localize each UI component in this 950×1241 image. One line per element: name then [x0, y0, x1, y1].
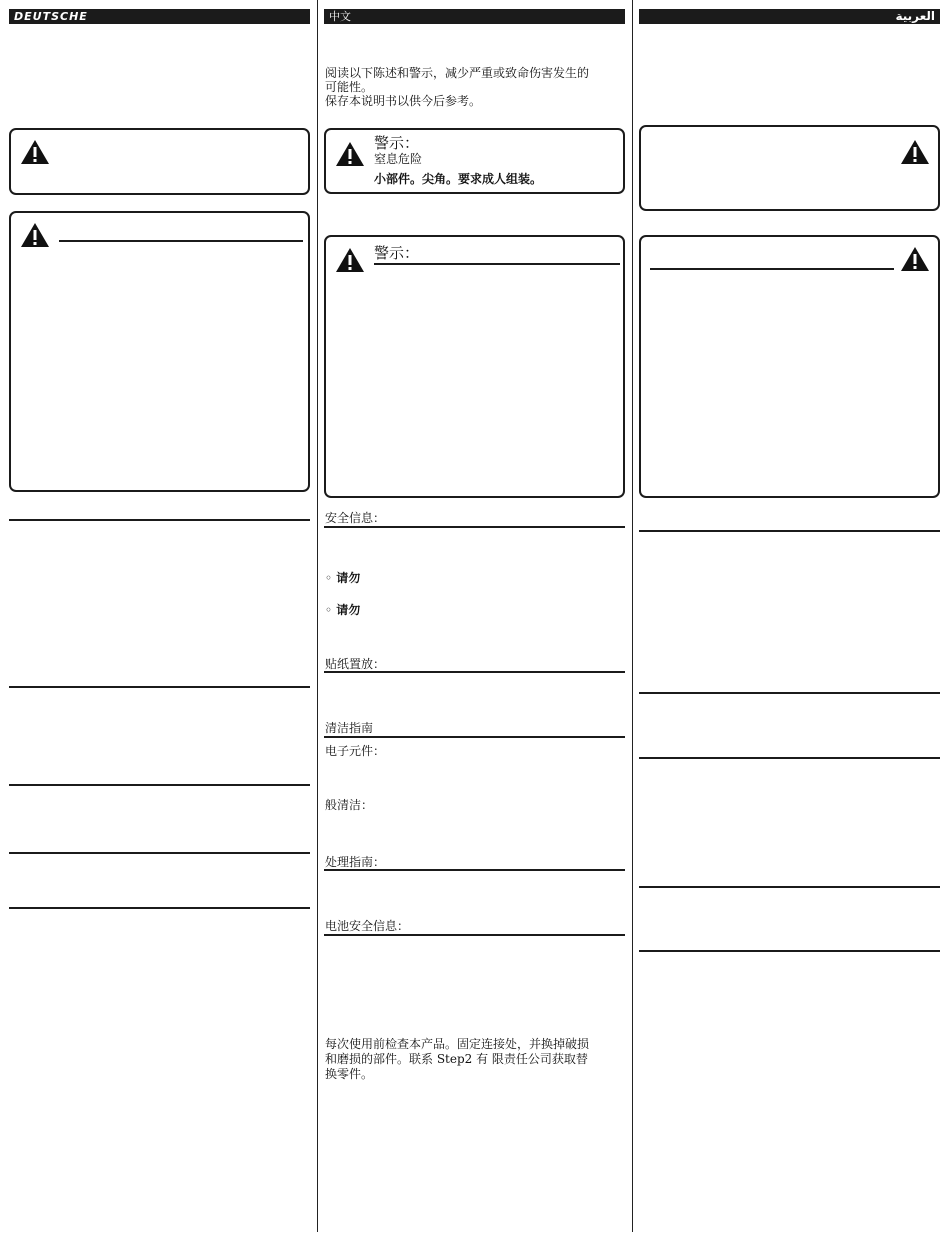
chinese-battery-rule [324, 934, 625, 936]
german-section-rule-5 [9, 907, 310, 909]
warning-triangle-icon [335, 141, 365, 167]
chinese-sticker-heading: 贴纸置放： [325, 657, 386, 671]
german-warning-box-2 [9, 211, 310, 492]
chinese-header: 中文 [324, 9, 625, 24]
chinese-disposal-heading: 处理指南： [325, 855, 386, 869]
arabic-section-rule-5 [639, 950, 940, 952]
arabic-warning-box-1 [639, 125, 940, 211]
chinese-intro-line-3: 保存本说明书以供今后参考。 [325, 94, 482, 108]
german-section-rule-2 [9, 686, 310, 688]
german-header: DEUTSCHE [9, 9, 310, 24]
german-section-rule-3 [9, 784, 310, 786]
warning-triangle-icon [900, 246, 930, 272]
german-warning-title-rule [59, 240, 303, 242]
warning-triangle-icon [335, 247, 365, 273]
chinese-warning-1-title: 警示： [374, 134, 420, 152]
warning-triangle-icon [20, 139, 50, 165]
chinese-warning-2-title-rule [374, 263, 620, 265]
column-divider-left [317, 0, 318, 1232]
arabic-section-rule-1 [639, 530, 940, 532]
chinese-safety-rule [324, 526, 625, 528]
chinese-sticker-rule [324, 671, 625, 673]
arabic-section-rule-4 [639, 886, 940, 888]
chinese-footer-line-1: 每次使用前检查本产品。固定连接处，并换掉破损 [325, 1037, 590, 1051]
chinese-intro-line-1: 阅读以下陈述和警示，减少严重或致命伤害发生的 [325, 66, 590, 80]
chinese-safety-bullet-2: ◦ 请勿 [325, 603, 361, 617]
chinese-warning-1-line-2: 小部件。尖角。要求成人组装。 [374, 172, 543, 186]
column-divider-right [632, 0, 633, 1232]
chinese-cleaning-heading: 清洁指南 [325, 721, 374, 735]
chinese-warning-box-1 [324, 128, 625, 194]
chinese-intro-line-2: 可能性。 [325, 80, 374, 94]
chinese-warning-box-2 [324, 235, 625, 498]
arabic-warning-box-2 [639, 235, 940, 498]
german-section-rule-1 [9, 519, 310, 521]
chinese-safety-heading: 安全信息： [325, 511, 386, 525]
chinese-disposal-rule [324, 869, 625, 871]
chinese-footer-line-3: 换零件。 [325, 1067, 374, 1081]
german-section-rule-4 [9, 852, 310, 854]
chinese-cleaning-rule [324, 736, 625, 738]
arabic-section-rule-2 [639, 692, 940, 694]
arabic-header: العربية [639, 9, 940, 24]
arabic-warning-title-rule [650, 268, 894, 270]
chinese-footer-line-2: 和磨损的部件。联系 Step2 有 限责任公司获取替 [325, 1052, 588, 1066]
chinese-electronics-heading: 电子元件： [325, 744, 386, 758]
chinese-warning-2-title: 警示： [374, 244, 420, 262]
chinese-warning-1-line-1: 窒息危险 [374, 152, 423, 166]
german-warning-box-1 [9, 128, 310, 195]
chinese-safety-bullet-1: ◦ 请勿 [325, 571, 361, 585]
chinese-battery-heading: 电池安全信息： [325, 919, 410, 933]
warning-triangle-icon [900, 139, 930, 165]
warning-triangle-icon [20, 222, 50, 248]
chinese-general-cleaning-heading: 般清洁： [325, 798, 374, 812]
arabic-section-rule-3 [639, 757, 940, 759]
